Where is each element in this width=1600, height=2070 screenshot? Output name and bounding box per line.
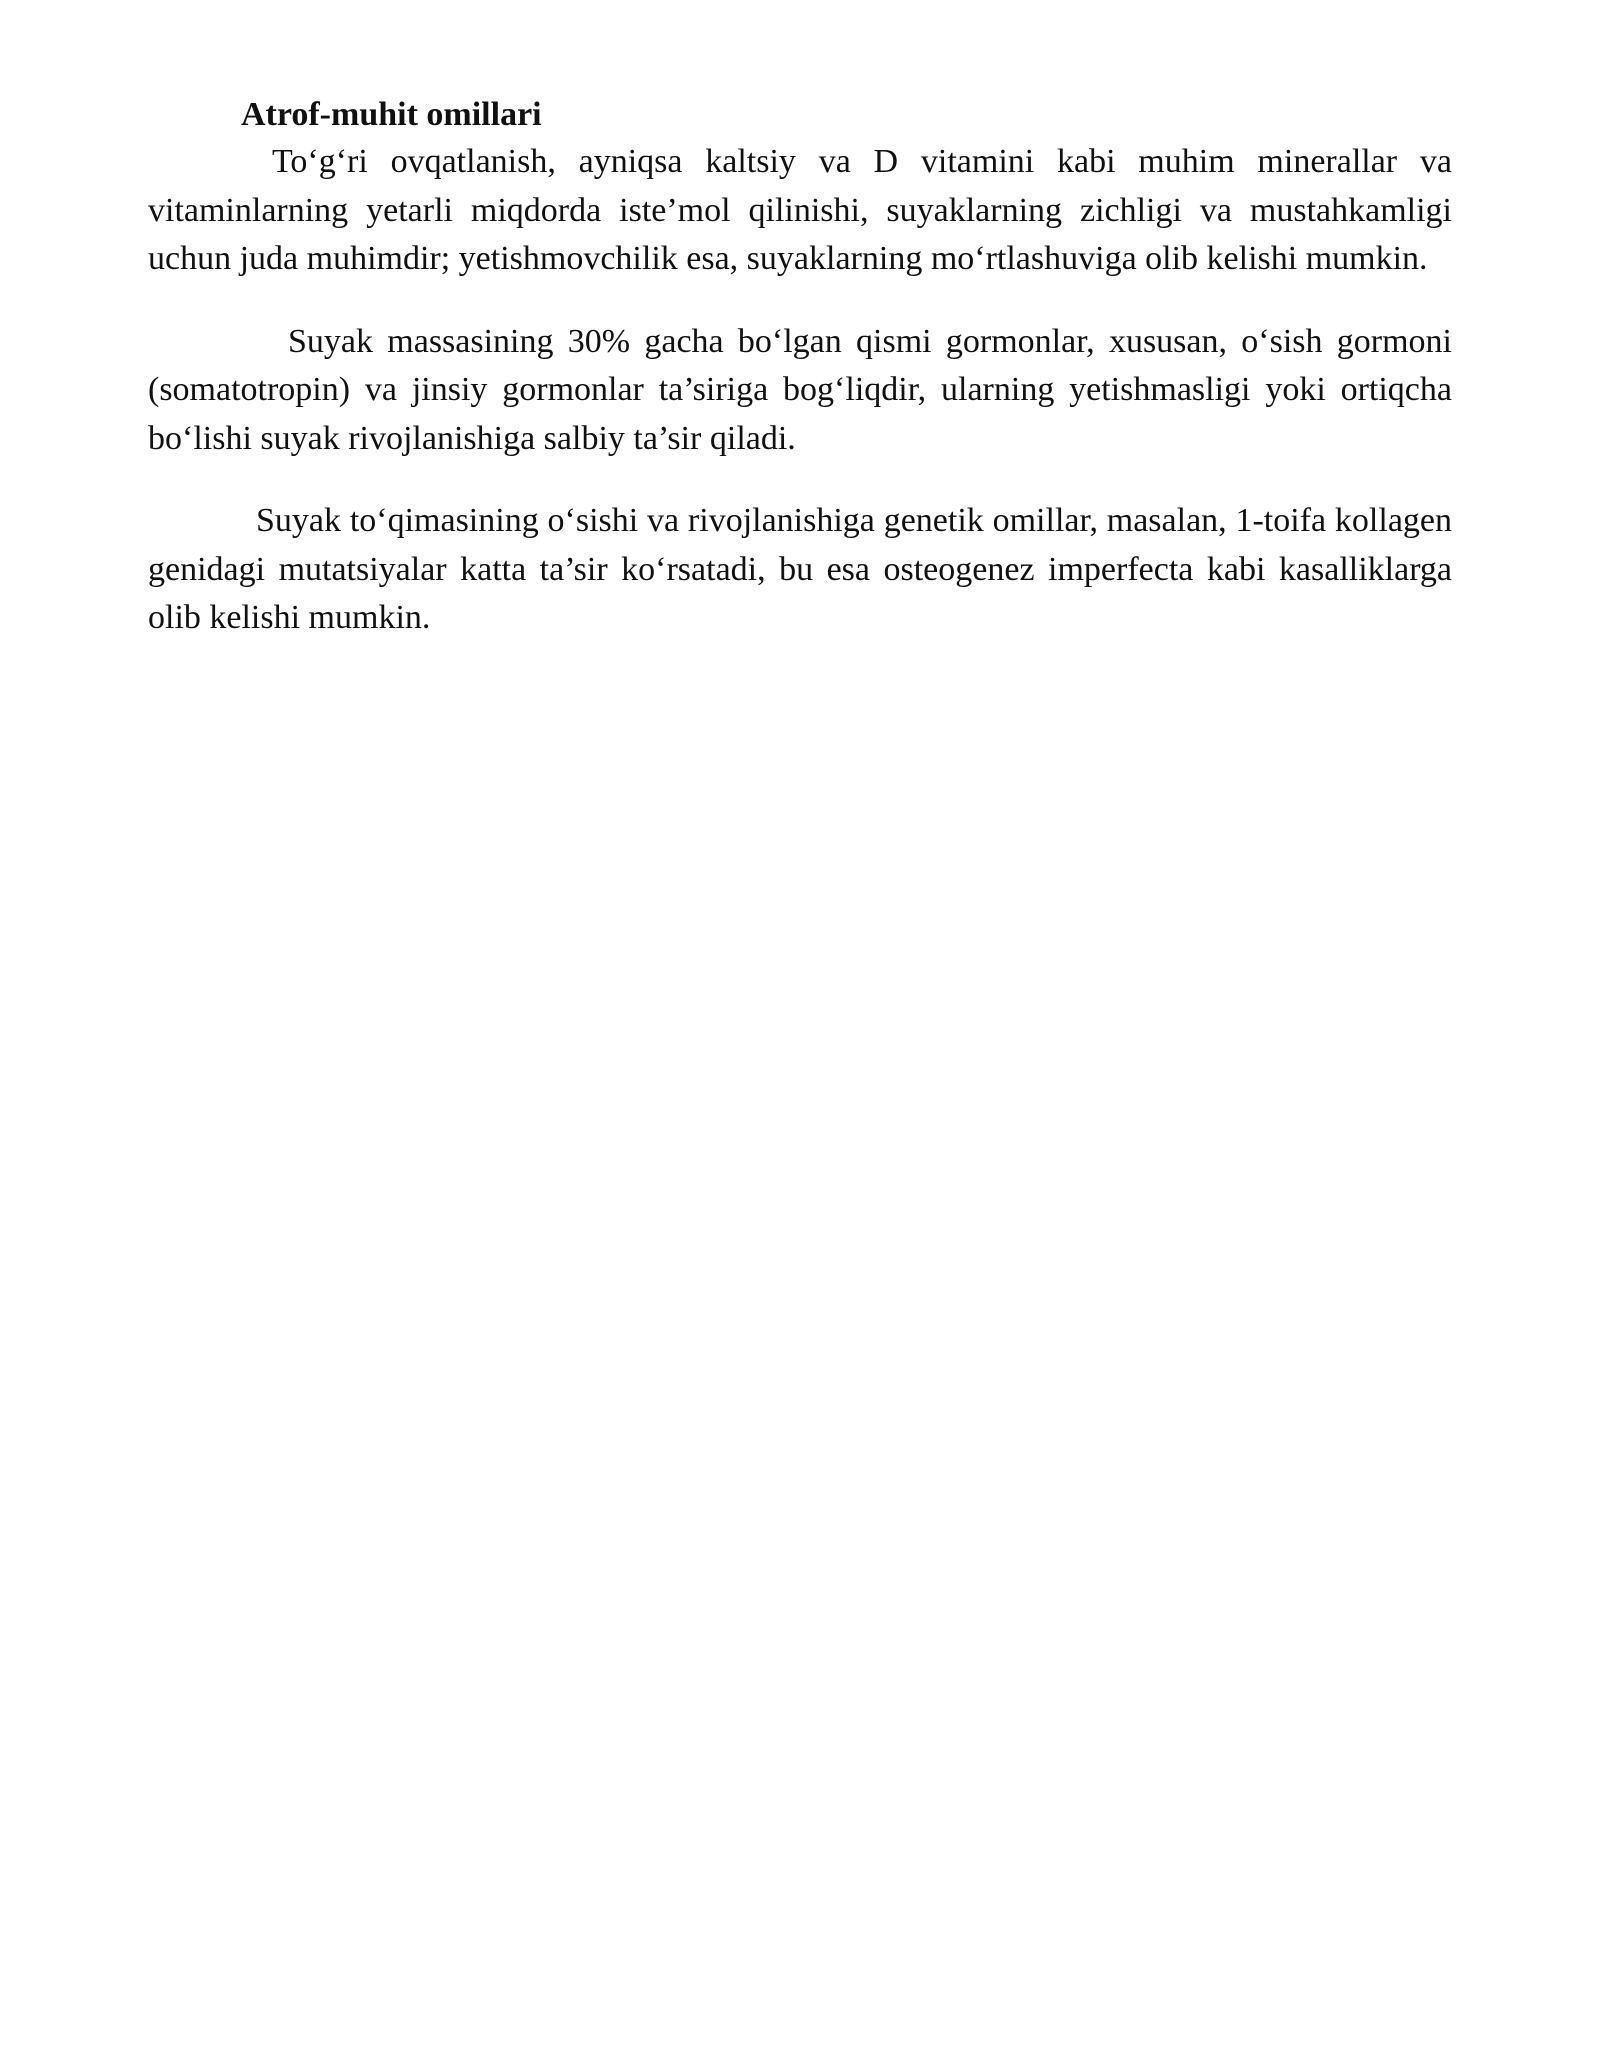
paragraph-hormones: Suyak massasining 30% gacha bo‘lgan qismi gormonlar, xususan, o‘sish gormoni (somatotropin) va jinsiy gormonlar ta’siriga bog‘liqdir, ularning yetishmasligi yoki ortiqcha bo‘lishi suyak rivojlanishiga salbiy ta’sir qiladi. xyxy=(148,322,1452,457)
paragraph-genetics: Suyak to‘qimasining o‘sishi va rivojlanishiga genetik omillar, masalan, 1-toifa kollagen genidagi mutatsiyalar katta ta’sir ko‘rsatadi, bu esa osteogenez imperfecta kabi kasalliklarga olib kelishi mumkin. xyxy=(148,502,1452,636)
section-heading: Atrof-muhit omillari xyxy=(241,96,542,133)
document-body xyxy=(148,92,1452,643)
paragraph-nutrition: To‘g‘ri ovqatlanish, ayniqsa kaltsiy va D vitamini kabi muhim minerallar va vitaminlarning yetarli miqdorda iste’mol qilinishi, suyaklarning zichligi va mustahkamligi uchun juda muhimdir; yetishmovchilik esa, suyaklarning mo‘rtlashuviga olib kelishi mumkin. xyxy=(148,143,1452,277)
